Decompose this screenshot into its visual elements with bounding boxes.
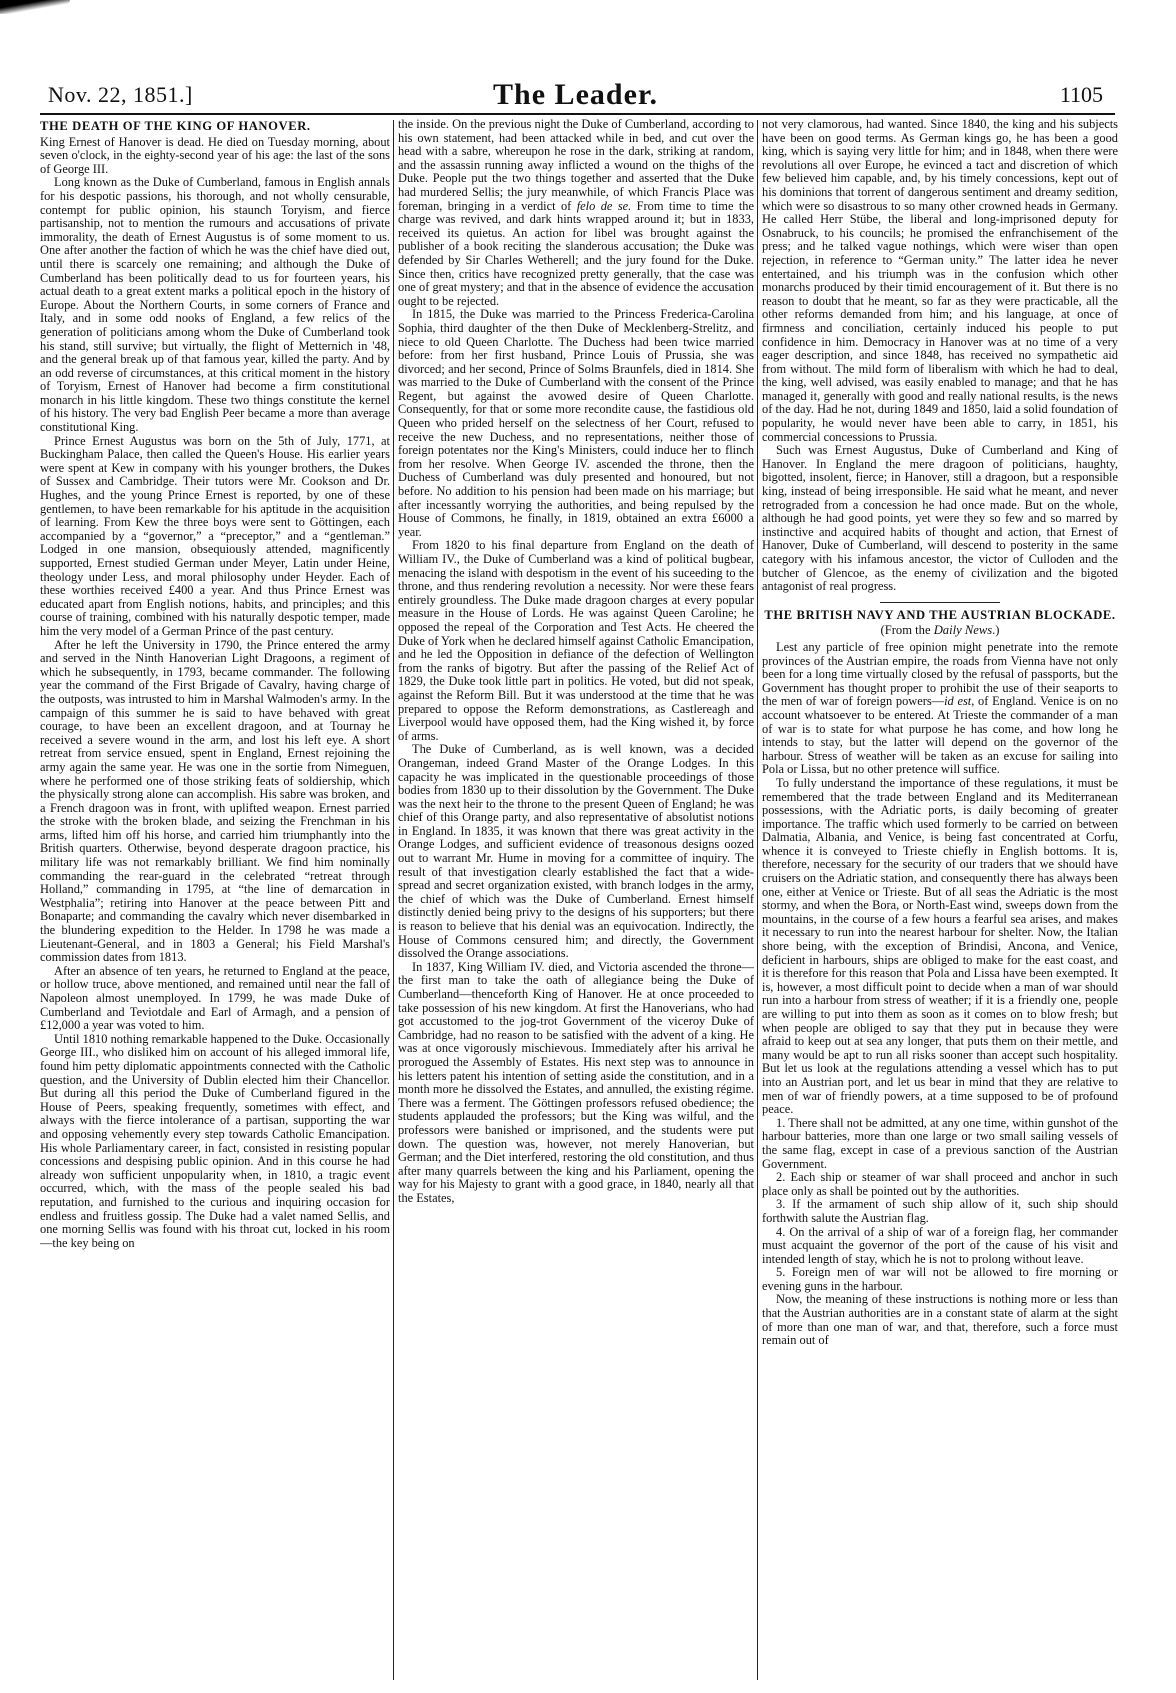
article-paragraph: After he left the University in 1790, the Prince entered the army and served in the Ninth Hanoverian Light Dragoons, a regiment of which he subsequently, in 1793, became commander. The following year the command of the First Brigade of Cavalry, having charge of the outposts, was intrusted to him in Marshal Walmoden's army. In the campaign of this summer he is said to have behaved with great courage, to have been an excellent dragoon, and at Tournay he received a severe wound in the arm, and lost his left eye. A short retreat from service ensued, spent in England, Ernest rejoining the army again the same year. He was one in the sortie from Nimeguen, where he performed one of those striking feats of soldiership, which the physically strong alone can accomplish. His sabre was broken, and a French dragoon was in front, with uplifted weapon. Ernest parried the stroke with the broken blade, and seizing the Frenchman in his arms, lifted him off his horse, and carried him triumphantly into the British quarters. Otherwise, beyond desperate dragoon practice, his military life was not remarkably brilliant. We find him nominally commanding the rear-guard in the celebrated “retreat through Holland,” commanding in 1795, at “the line of demarcation in Westphalia”; retiring into Hanover at the peace between Pitt and Bonaparte; and commanding the cavalry which never disembarked in the blundering expedition to the Helder. In 1798 he was made a Lieutenant-General, and in 1803 a General; his Field Marshal's commission dates from 1813.: [40, 637, 390, 965]
column-divider: [393, 120, 394, 1680]
article-source: [762, 624, 1118, 638]
article-paragraph: Until 1810 nothing remarkable happened to the Duke. Occasionally George III., who disliked him on account of his alleged immoral life, found him petty diplomatic appointments connected with the Catholic question, and the University of Dublin elected him their Chancellor. But during all this period the Duke of Cumberland figured in the House of Peers, speaking frequently, sometimes with effect, and always with the fierce intolerance of a partisan, supporting the war and opposing vehemently every step towards Catholic Emancipation. His whole Parliamentary career, in fact, consisted in resisting popular concessions and despising public opinion. And in this course he had already won sufficient unpopularity when, in 1810, a tragic event occurred, which, with the mass of the people sealed his bad reputation, and furnished to the curious and inquiring occasion for endless and fruitless gossip. The Duke had a valet named Sellis, and one morning Sellis was found with his throat cut, locked in his room—the key being on: [40, 1031, 390, 1250]
regulations-list: [762, 1117, 1118, 1294]
paragraph-text: the inside. On the previous night the Duke of Cumberland, according to his own statement, had been attacked while in bed, and cut over the head with a sabre, whereupon he rose in the dark, striking at random, and the assassin running away inflicted a wound on the thighs of the Duke. People put the two things together and asserted that the Duke had murdered Sellis; the jury meanwhile, of which Francis Place was foreman, bringing in a verdict of: [398, 118, 754, 213]
article-paragraph: Prince Ernest Augustus was born on the 5th of July, 1771, at Buckingham Palace, then called the Queen's House. His earlier years were spent at Kew in company with his younger brothers, the Dukes of Sussex and Cambridge. Their tutors were Mr. Cookson and Dr. Hughes, and the young Prince Ernest is reported, by one of these gentlemen, to have been remarkable for his aptitude in the acquisition of learning. From Kew the three boys were sent to Göttingen, each accompanied by a “governor,” a “preceptor,” and a “gentleman.” Lodged in one mansion, obsequiously attended, magnificently supported, Ernest studied German under Meyer, Latin under Heine, theology under Less, and moral philosophy under Heyder. Each of these worthies received £400 a year. And thus Prince Ernest was educated apart from English notions, habits, and principles; and this course of training, combined with his naturally despotic temper, made him the very model of a German Prince of the past century.: [40, 433, 390, 638]
article-paragraph: [762, 641, 1118, 777]
regulation-item: 2. Each ship or steamer of war shall proceed and anchor in such place only as shall be pointed out by the authorities.: [762, 1170, 1118, 1198]
article-paragraph: King Ernest of Hanover is dead. He died on Tuesday morning, about seven o'clock, in the eighty-second year of his age: the last of the sons of George III.: [40, 134, 390, 176]
scan-smudge: [0, 0, 70, 14]
page-columns: [40, 118, 1118, 1678]
column-3: [762, 118, 1118, 1688]
newspaper-title: The Leader.: [493, 78, 658, 111]
article-paragraph-continued: not very clamorous, had wanted. Since 1840, the king and his subjects have been on good terms. As German kings go, he has been a good king, which is saying very little for him; and in 1848, when there were revolutions all over Europe, he evinced a tact and discretion of which few believed him capable, and, by his timely concessions, kept out of his dominions that torrent of dangerous sentiment and dreamy sedition, which were so disastrous to so many other crowned heads in Germany. He called Herr Stübe, the liberal and long-imprisoned deputy for Osnabruck, to his councils; he promised the enfranchisement of the press; and he talked vague nothings, which were wiser than open rejection, in reference to “German unity.” The latter idea he never entertained, and his triumph was in the confusion which other monarchs produced by their timid encouragement of it. But there is no reason to doubt that he meant, so far as they were practicable, all the other reforms demanded from him; and his language, at once of firmness and conciliation, certainly induced his people to put confidence in him. Democracy in Hanover was at no time of a very eager description, and since 1848, has received no sympathetic aid from without. The mild form of liberalism with which he had to deal, the king, well advised, was easily enabled to manage; and that he has managed it, generally with good and really national results, is the news of the day. Had he not, during 1849 and 1850, laid a solid foundation of popularity, he would never have been able to carry, in 1851, his commercial concessions to Prussia.: [762, 118, 1118, 444]
article-separator: [880, 602, 1000, 603]
article-paragraph: In 1837, King William IV. died, and Victoria ascended the throne—the first man to take the oath of allegiance being the Duke of Cumberland—thenceforth King of Hanover. He at once proceeded to take possession of his new kingdom. At first the Hanoverians, who had got accustomed to the jog-trot Government of the viceroy Duke of Cambridge, had no reason to be satisfied with the advent of a king. He was at once vigorously mischievous. Immediately after his arrival he prorogued the Assembly of Estates. His next step was to announce in his letters patent his intention of setting aside the constitution, and in a month more he dissolved the Estates, and annulled, the existing régime. There was a ferment. The Göttingen professors refused obedience; the students applauded the professors; but the King was wilful, and the professors were banished or imprisoned, and the students were put down. The question was, however, not merely Hanoverian, but German; and the Diet interfered, restoring the old constitution, and thus after many quarrels between the king and his Parliament, opening the way for his Majesty to grant with a good grace, in 1840, nearly all that the Estates,: [398, 959, 754, 1205]
article-paragraph: Long known as the Duke of Cumberland, famous in English annals for his despotic passions, his thorough, and not wholly censurable, contempt for public opinion, his staunch Toryism, and fierce partisanship, not to mention the rumours and accusations of private immorality, the death of Ernest Augustus is of some moment to us. One after another the faction of which he was the chief have died out, until there is scarcely one remaining; and although the Duke of Cumberland has been politically dead to us for fourteen years, his actual death to a great extent marks a political epoch in the history of Europe. About the Northern Courts, in some corners of France and Italy, and in some odd nooks of England, a few relics of the generation of politicians among whom the Duke of Cumberland took his stand, still survive; but virtually, the flight of Metternich in '48, and the general break up of that famous year, killed the party. And by an odd reverse of circumstances, at this critical moment in the history of Toryism, Ernest of Hanover had become a firm constitutional monarch in his little kingdom. These two things constitute the kernel of his history. The very bad English Peer became a more than average constitutional King.: [40, 175, 390, 435]
masthead: [48, 78, 1103, 112]
regulation-item: 1. There shall not be admitted, at any one time, within gunshot of the harbour batteries, more than one large or two small sailing vessels of the same flag, except in case of a previous sanction of the Austrian Government.: [762, 1115, 1118, 1171]
issue-date: Nov. 22, 1851.]: [48, 82, 193, 107]
article-paragraph: To fully understand the importance of these regulations, it must be remembered that the trade between England and its Mediterranean possessions, with the Adriatic ports, is daily becoming of greater importance. The traffic which used formerly to be carried on between Dalmatia, Albania, and Venice, is being fast concentrated at Corfu, whence it is conveyed to Trieste chiefly in English bottoms. It is, therefore, necessary for the security of our traders that we should have cruisers on the Adriatic station, and consequently there has always been one, either at Venice or Trieste. But of all seas the Adriatic is the most stormy, and when the Bora, or North-East wind, sweeps down from the mountains, in the course of a few hours a fearful sea arises, and makes it necessary to run into the nearest harbour for shelter. Now, the Italian shore being, with the exception of Brindisi, Ancona, and Venice, deficient in harbours, ships are obliged to make for the east coast, and it is therefore for this reason that Pola and Lissa have been exempted. It is, however, a most difficult point to decide when a man of war should run into a harbour from stress of weather; if it is a friendly one, people are willing to put into them as soon as it comes on to blow fresh; but when people are obliged to say that they put in because they were afraid to keep out at sea any longer, that puts them on their mettle, and many would be apt to run all risks sooner than accept such hospitality. But let us look at the regulations attending a vessel which has to put into an Austrian port, and let us bear in mind that they are relative to men of war of friendly powers, at a time supposed to be of profound peace.: [762, 775, 1118, 1117]
header-rule: [40, 113, 1115, 115]
regulation-item: 3. If the armament of such ship allow of it, such ship should forthwith salute the Austrian flag.: [762, 1197, 1118, 1225]
article-paragraph: After an absence of ten years, he returned to England at the peace, or hollow truce, above mentioned, and remained until near the fall of Napoleon almost unemployed. In 1799, he was made Duke of Cumberland and Teviotdale and Earl of Armagh, and a pension of £12,000 a year was voted to him.: [40, 963, 390, 1033]
source-name: Daily News: [933, 623, 993, 638]
article-paragraph: The Duke of Cumberland, as is well known, was a decided Orangeman, indeed Grand Master of the Orange Lodges. In this capacity he was implicated in the questionable proceedings of those bodies from 1830 up to their dissolution by the Government. The Duke was the next heir to the throne to the present Queen of England; he was chief of this Orange party, and also representative of absolutist notions in England. In 1835, it was known that there was great activity in the Orange Lodges, and sufficient evidence of treasonous designs oozed out to warrant Mr. Hume in moving for a committee of inquiry. The result of that investigation clearly established the fact that a wide-spread and secret organization existed, with branch lodges in the army, the chief of which was the Duke of Cumberland. Ernest himself distinctly denied being privy to the designs of his supporters; but there is reason to believe that his denial was an equivocation. Indirectly, the House of Commons censured him; and directly, the Government dissolved the Orange associations.: [398, 742, 754, 961]
source-suffix: .): [992, 623, 1000, 638]
column-2: [398, 118, 754, 1688]
paragraph-text: Lest any particle of free opinion might penetrate into the remote provinces of the Austrian empire, the roads from Vienna have not only been for a long time virtually closed by the refusal of passports, but the Government has thought proper to prohibit the use of their seaports to the men of war of foreign powers—: [762, 639, 1118, 709]
regulation-item: 5. Foreign men of war will not be allowed to fire morning or evening guns in the harbour.: [762, 1265, 1118, 1293]
paragraph-text: From time to time the charge was revived, and dark hints wrapped around it; but in 1833, received its quietus. An action for libel was brought against the publisher of a book reciting the slanderous accusation; the Duke was defended by Sir Charles Wetherell; and the jury found for the Duke. Since then, critics have recognized pretty generally, that the case was one of great mystery; and that in the absence of evidence the accusation ought to be rejected.: [398, 198, 754, 308]
article-headline-hanover: THE DEATH OF THE KING OF HANOVER.: [40, 119, 311, 133]
article-paragraph-continued: [398, 118, 754, 308]
article-headline-navy: THE BRITISH NAVY AND THE AUSTRIAN BLOCKADE.: [764, 607, 1116, 622]
article-paragraph: Now, the meaning of these instructions is nothing more or less than that the Austrian authorities are in a constant state of alarm at the sight of more than one man of war, and that, therefore, such a force must remain out of: [762, 1292, 1118, 1348]
source-prefix: (From the: [880, 623, 934, 638]
article-paragraph: Such was Ernest Augustus, Duke of Cumberland and King of Hanover. In England the mere dragoon of politicians, haughty, bigotted, insolent, fierce; in Hanover, still a dragoon, but a responsible king, instead of being irresponsible. He said what he meant, and never retrograded from a concession he had once made. But on the whole, although he had good points, yet were they so few and so marred by instinctive and acquired habits of thought and action, that Ernest of Hanover, Duke of Cumberland, will descend to posterity in the same category with his infamous ancestor, the victor of Culloden and the butcher of Glencoe, as the enemy of civilization and the bigoted antagonist of real progress.: [762, 443, 1118, 594]
regulation-item: 4. On the arrival of a ship of war of a foreign flag, her commander must acquaint the governor of the port of the cause of his visit and intended length of stay, which he is not to prolong without leave.: [762, 1224, 1118, 1266]
page-number: 1105: [1059, 82, 1103, 107]
latin-phrase: felo de se.: [576, 198, 632, 213]
latin-phrase: id est: [944, 694, 972, 709]
column-divider: [757, 120, 758, 1680]
paragraph-text: , of England. Venice is on no account whatsoever to be entered. At Trieste the commander of a man of war is to state for what purpose he has come, and how long he intends to stay, but the latter will depend on the governor of the harbour. Stress of weather will be taken as an excuse for sailing into Pola or Lissa, but no other pretence will suffice.: [762, 694, 1118, 777]
column-1: [40, 118, 390, 1688]
article-paragraph: In 1815, the Duke was married to the Princess Frederica-Carolina Sophia, third daughter of the then Duke of Mecklenberg-Strelitz, and niece to old Queen Charlotte. The Duchess had been twice married before: from her first husband, Prince Louis of Prussia, she was divorced; and her second, Prince of Solms Braunfels, died in 1814. She was married to the Duke of Cumberland with the consent of the Prince Regent, but against the avowed desire of Queen Charlotte. Consequently, for that or some more recondite cause, the fastidious old Queen who prided herself on the selectness of her Court, refused to receive the new Duchess, and no representations, neither those of foreign potentates nor the King's Ministers, could induce her to flinch from her resolve. When George IV. ascended the throne, then the Duchess of Cumberland was duly presented and honoured, but not before. No addition to his pension had been made on his marriage; but after incessantly worrying the authorities, and being repulsed by the House of Commons, he finally, in 1819, obtained an extra £6000 a year.: [398, 307, 754, 539]
article-paragraph: From 1820 to his final departure from England on the death of William IV., the Duke of Cumberland was a kind of political bugbear, menacing the island with despotism in the event of his suceeding to the throne, and thus rendering revolution a necessity. Nor were these fears entirely groundless. The Duke made dragoon charges at every popular measure in the House of Lords. He was against Queen Caroline; he opposed the repeal of the Corporation and Test Acts. He cheered the Duke of York when he declared himself against Catholic Emancipation, and he led the Opposition in defiance of the defection of Wellington from the ranks of bigotry. But after the passing of the Relief Act of 1829, the Duke took little part in politics. He voted, but did not speak, against the Reform Bill. But it was understood at the time that he was prepared to oppose the Reform demonstrations, as Castlereagh and Liverpool would have opposed them, had the King wished it, by force of arms.: [398, 538, 754, 743]
